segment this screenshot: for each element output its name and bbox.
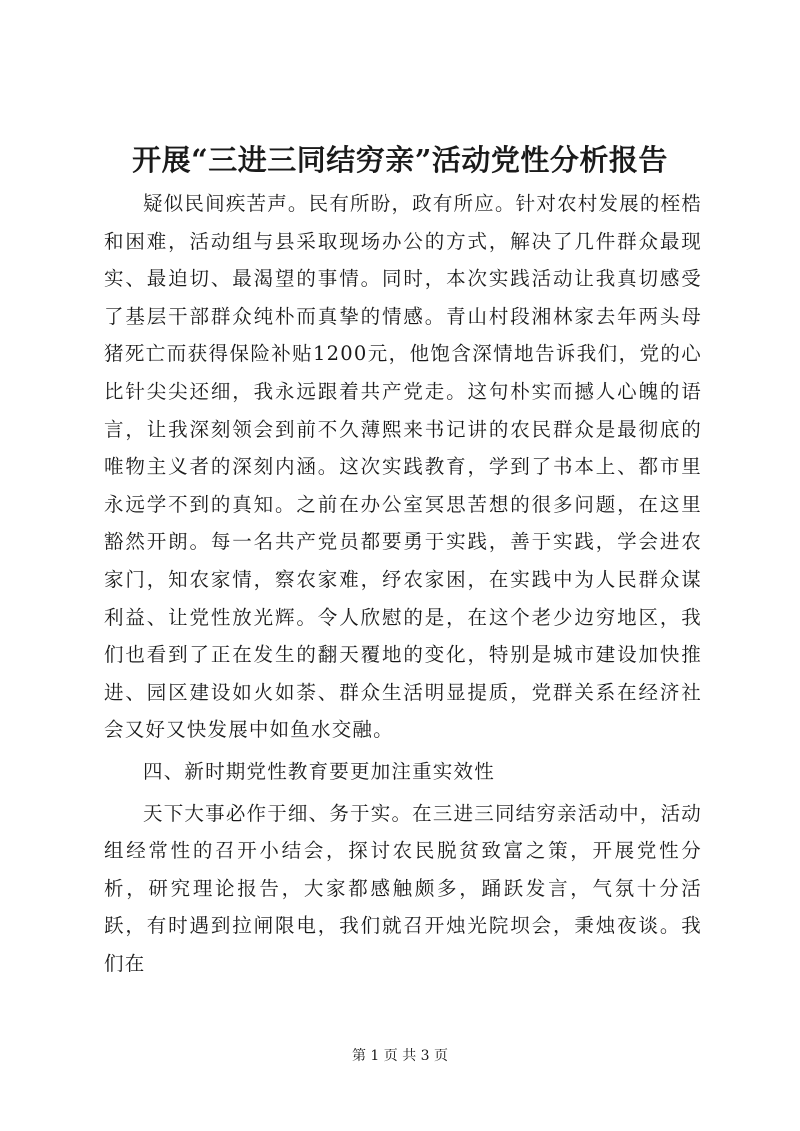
page-footer: 第 1 页 共 3 页 — [351, 1048, 449, 1064]
section-heading: 四、新时期党性教育要更加注重实效性 — [143, 759, 495, 783]
document-body — [104, 185, 702, 982]
document-title: 开展“三进三同结穷亲”活动党性分析报告 — [132, 143, 668, 177]
body-paragraph: 天下大事必作于细、务于实。在三进三同结穷亲活动中，活动组经常性的召开小结会，探讨农民脱贫致富之策，开展党性分析，研究理论报告，大家都感触颇多，踊跃发言，气氛十分活跃，有时遇到拉闸限电，我们就召开烛光院坝会，秉烛夜谈。我们在 — [104, 801, 702, 975]
body-paragraph: 疑似民间疾苦声。民有所盼，政有所应。针对农村发展的桎梏和困难，活动组与县采取现场办公的方式，解决了几件群众最现实、最迫切、最渴望的事情。同时，本次实践活动让我真切感受了基层干部群众纯朴而真挚的情感。青山村段湘林家去年两头母猪死亡而获得保险补贴1200元，他饱含深情地告诉我们，党的心比针尖尖还细，我永远跟着共产党走。这句朴实而撼人心魄的语言，让我深刻领会到前不久薄熙来书记讲的农民群众是最彻底的唯物主义者的深刻内涵。这次实践教育，学到了书本上、都市里永远学不到的真知。之前在办公室冥思苦想的很多问题，在这里豁然开朗。每一名共产党员都要勇于实践，善于实践，学会进农家门，知农家情，察农家难，纾农家困，在实践中为人民群众谋利益、让党性放光辉。令人欣慰的是，在这个老少边穷地区，我们也看到了正在发生的翻天覆地的变化，特别是城市建设加快推进、园区建设如火如荼、群众生活明显提质，党群关系在经济社会又好又快发展中如鱼水交融。 — [104, 192, 702, 742]
